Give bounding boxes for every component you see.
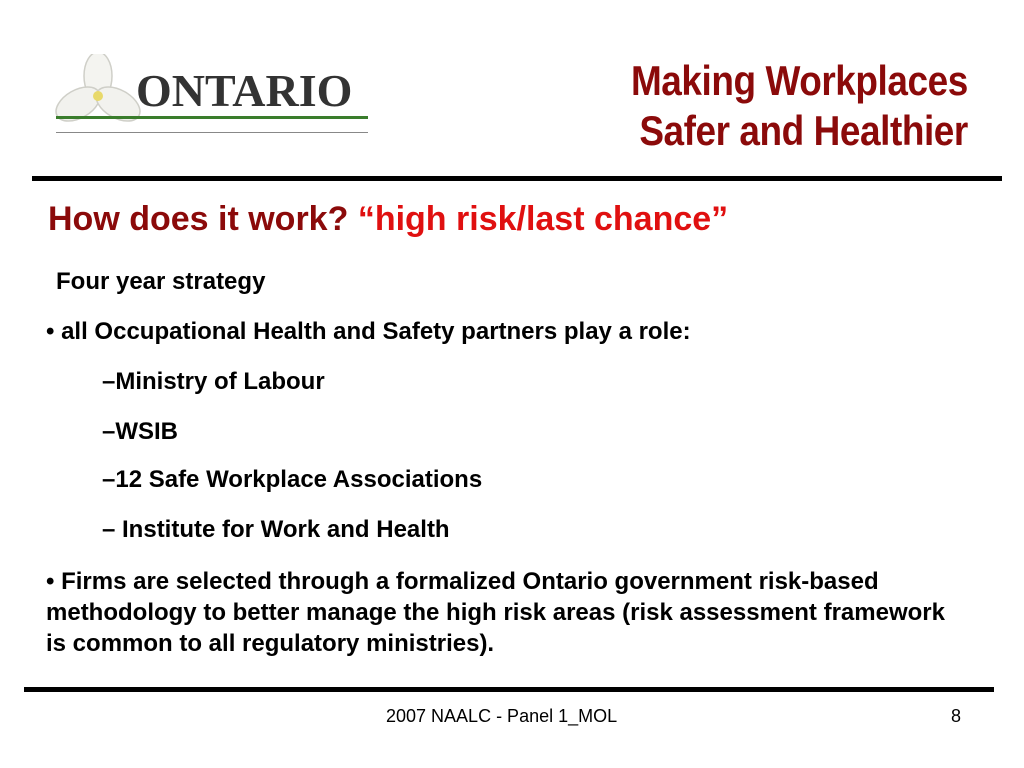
slide-title	[631, 56, 968, 156]
trillium-flower-icon	[50, 54, 370, 136]
bullet-marker: •	[46, 568, 55, 595]
bullet-partners-text: all Occupational Health and Safety partners play a role:	[61, 318, 691, 345]
sub-item-institute: – Institute for Work and Health	[102, 516, 450, 543]
svg-text:ONTARIO: ONTARIO	[136, 65, 353, 116]
sub-item-wsib: –WSIB	[102, 418, 179, 445]
strategy-line: Four year strategy	[56, 268, 266, 295]
page-number: 8	[951, 706, 962, 726]
bullet-firms-text: Firms are selected through a formalized Ontario government risk-based methodology to better manage the high risk areas (risk assessment framework is common to all regulatory ministries).	[46, 568, 945, 657]
heading-highlight: “high risk/last chance”	[357, 200, 729, 238]
top-divider	[32, 176, 1002, 181]
bullet-marker: •	[46, 318, 55, 345]
footer-text: 2007 NAALC - Panel 1_MOL	[386, 706, 618, 726]
sub-item-ministry: –Ministry of Labour	[102, 368, 325, 395]
title-line-2: Safer and Healthier	[639, 107, 968, 154]
title-line-1: Making Workplaces	[631, 57, 968, 104]
bullet-firms	[46, 566, 966, 659]
sub-item-associations: –12 Safe Workplace Associations	[102, 466, 483, 493]
bottom-divider	[24, 687, 994, 692]
bullet-partners	[46, 318, 691, 346]
ontario-logo	[50, 54, 370, 136]
section-heading	[48, 200, 728, 239]
heading-question: How does it work?	[48, 200, 349, 238]
